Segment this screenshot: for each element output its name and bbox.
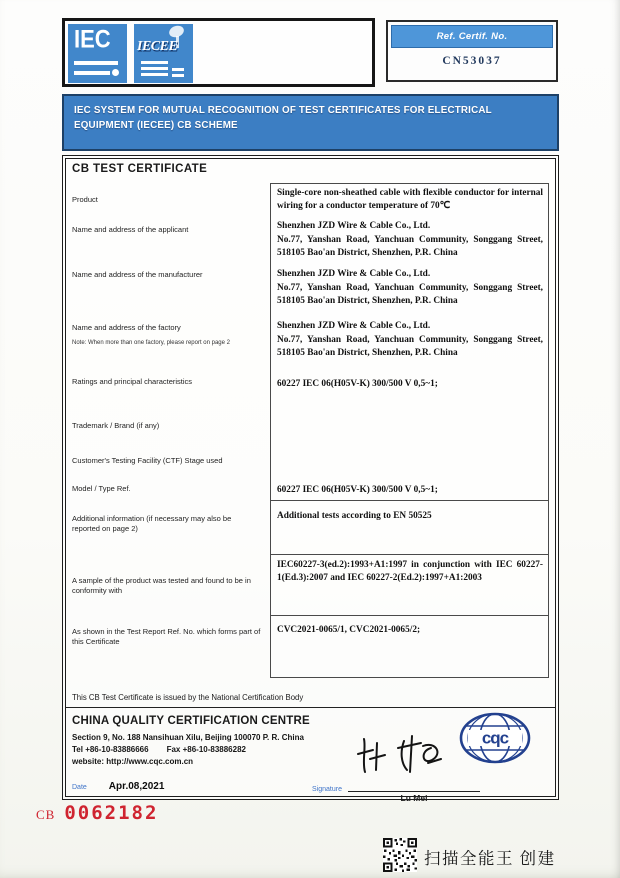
iec-logo-bars-icon bbox=[74, 61, 119, 76]
values-section-additional bbox=[270, 501, 549, 555]
cqc-logo bbox=[456, 710, 534, 766]
factory-note: Note: When more than one factory, please report on page 2 bbox=[72, 340, 230, 346]
issuer-fax: Fax +86-10-83886282 bbox=[166, 745, 246, 754]
factory-address: No.77, Yanshan Road, Yanchuan Community, Songgang Street, 518105 Bao'an District, Shenzhen, P.R. China bbox=[277, 335, 543, 358]
applicant-name: Shenzhen JZD Wire & Cable Co., Ltd. bbox=[277, 221, 431, 231]
signature-handwriting bbox=[354, 732, 459, 782]
iecee-logo bbox=[134, 24, 193, 83]
conformity-label: A sample of the product was tested and found to be in conformity with bbox=[72, 576, 251, 596]
ratings-label: Ratings and principal characteristics bbox=[72, 377, 193, 386]
ref-certif-label: Ref. Certif. No. bbox=[391, 25, 553, 48]
footer-divider bbox=[66, 707, 555, 708]
product-value: Single-core non-sheathed cable with flexible conductor for internal wiring for a conductor temperature of 70℃ bbox=[277, 188, 543, 211]
scanner-caption: 扫描全能王 创建 bbox=[424, 849, 556, 868]
manufacturer-name: Shenzhen JZD Wire & Cable Co., Ltd. bbox=[277, 269, 431, 279]
iec-logo bbox=[68, 24, 127, 83]
issuer-address: Section 9, No. 188 Nansihuan Xilu, Beijing 100070 P. R. China bbox=[72, 733, 304, 742]
iecee-logo-text: IECEE bbox=[137, 39, 178, 54]
conformity-value: IEC60227-3(ed.2):1993+A1:1997 in conjunction with IEC 60227-1(Ed.3):2007 and IEC 60227-2(Ed.2):1997+A1:2003 bbox=[277, 560, 543, 583]
issued-statement: This CB Test Certificate is issued by the National Certification Body bbox=[72, 693, 304, 702]
qr-code-icon bbox=[383, 838, 417, 872]
cb-prefix: CB bbox=[36, 807, 56, 822]
date-value: Apr.08,2021 bbox=[108, 781, 165, 792]
signature-line bbox=[348, 791, 480, 792]
ref-certif-box bbox=[386, 20, 558, 82]
manufacturer-address: No.77, Yanshan Road, Yanchuan Community, Songgang Street, 518105 Bao'an District, Shenzhen, P.R. China bbox=[277, 283, 543, 306]
date-row bbox=[72, 776, 164, 794]
model-label: Model / Type Ref. bbox=[72, 484, 131, 493]
issuer-tel-fax bbox=[72, 745, 246, 754]
scheme-banner: IEC SYSTEM FOR MUTUAL RECOGNITION OF TEST CERTIFICATES FOR ELECTRICAL EQUIPMENT (IECEE) CB SCHEME bbox=[62, 94, 559, 151]
trademark-label: Trademark / Brand (if any) bbox=[72, 421, 160, 430]
ctf-label: Customer's Testing Facility (CTF) Stage used bbox=[72, 456, 223, 465]
ratings-value: 60227 IEC 06(H05V-K) 300/500 V 0,5~1; bbox=[277, 379, 438, 389]
applicant-label: Name and address of the applicant bbox=[72, 225, 189, 234]
issuer-name: CHINA QUALITY CERTIFICATION CENTRE bbox=[72, 715, 310, 727]
cb-certificate-number bbox=[36, 802, 158, 824]
product-label: Product bbox=[72, 195, 98, 204]
iec-logo-text: IEC bbox=[74, 25, 111, 53]
applicant-address: No.77, Yanshan Road, Yanchuan Community, Songgang Street, 518105 Bao'an District, Shenzhen, P.R. China bbox=[277, 235, 543, 258]
cqc-logo-text: cqc bbox=[481, 728, 509, 748]
certificate-title: CB TEST CERTIFICATE bbox=[72, 163, 208, 175]
factory-label: Name and address of the factory bbox=[72, 323, 181, 332]
iecee-gauge-icon bbox=[172, 65, 184, 77]
issuer-website: website: http://www.cqc.com.cn bbox=[72, 757, 194, 766]
issuer-tel: Tel +86-10-83886666 bbox=[72, 745, 149, 754]
signature-label: Signature bbox=[312, 786, 342, 793]
factory-name: Shenzhen JZD Wire & Cable Co., Ltd. bbox=[277, 321, 431, 331]
values-section-conformity bbox=[270, 555, 549, 616]
cb-digits: 0062182 bbox=[64, 802, 159, 824]
manufacturer-label: Name and address of the manufacturer bbox=[72, 270, 203, 279]
iecee-logo-bars-icon bbox=[141, 58, 168, 76]
additional-info-label: Additional information (if necessary may also be reported on page 2) bbox=[72, 514, 232, 534]
logo-box bbox=[62, 18, 375, 87]
values-section-main bbox=[270, 183, 549, 501]
test-report-value: CVC2021-0065/1, CVC2021-0065/2; bbox=[277, 625, 421, 635]
model-value: 60227 IEC 06(H05V-K) 300/500 V 0,5~1; bbox=[277, 485, 438, 495]
certificate-body bbox=[62, 155, 559, 803]
signatory-name: Lu Mei bbox=[400, 793, 428, 803]
additional-info-value: Additional tests according to EN 50525 bbox=[277, 511, 432, 521]
values-section-test-report bbox=[270, 616, 549, 678]
ref-certif-value: CN53037 bbox=[442, 55, 502, 67]
test-report-label: As shown in the Test Report Ref. No. which forms part of this Certificate bbox=[72, 627, 261, 647]
date-label: Date bbox=[72, 784, 87, 791]
